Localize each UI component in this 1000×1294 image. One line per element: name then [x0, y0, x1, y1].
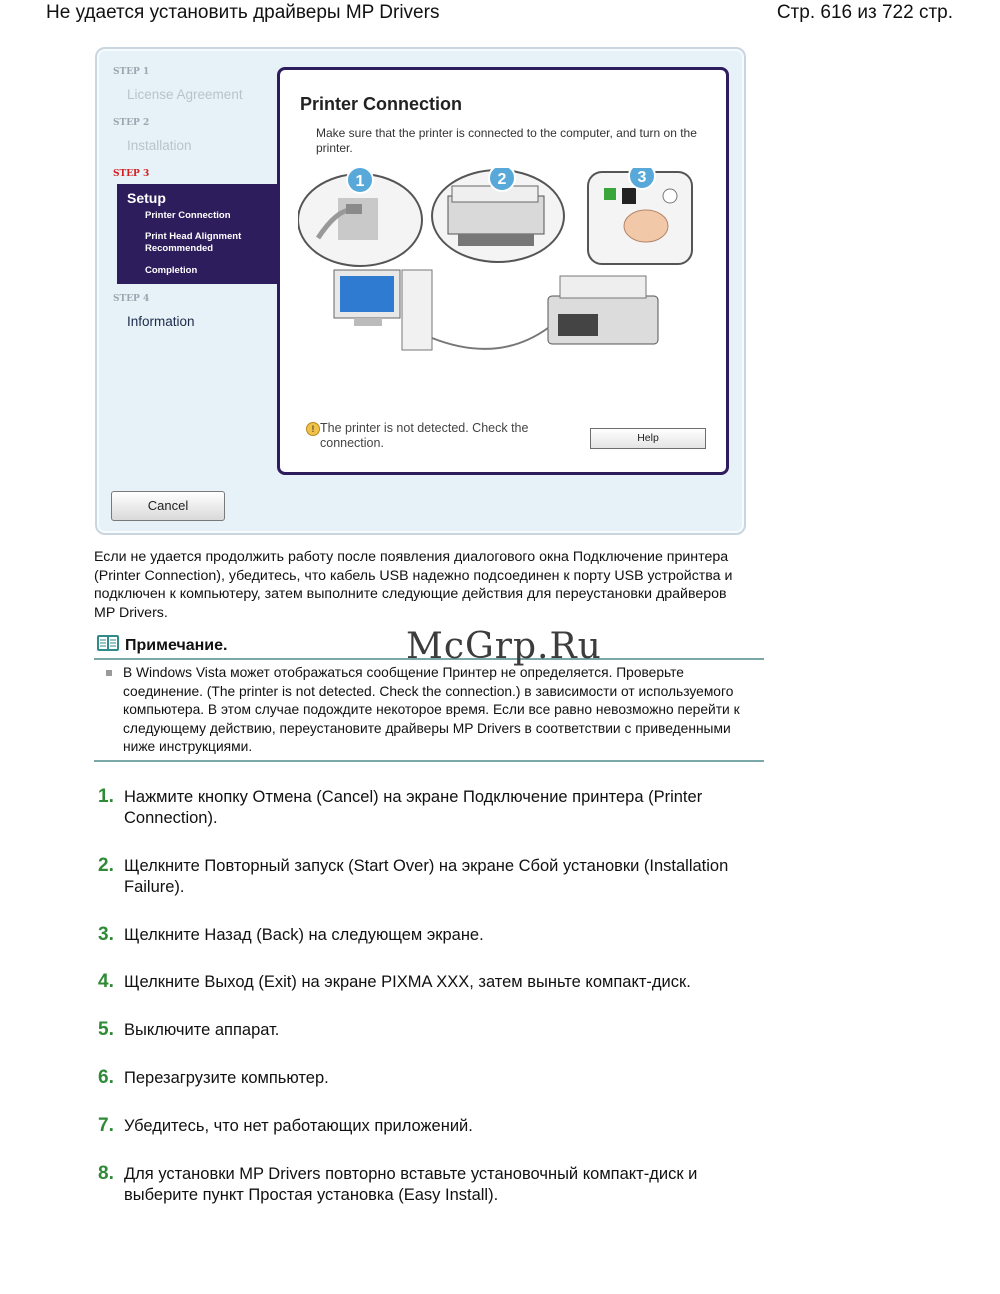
- watermark: McGrp.Ru: [406, 626, 602, 667]
- step-number: 4.: [98, 971, 114, 992]
- step-2-label: Installation: [127, 138, 192, 153]
- setup-title: Setup: [127, 190, 166, 206]
- callout-2-text: 2: [497, 171, 507, 188]
- printer-connection-dialog-screenshot: [95, 47, 746, 535]
- setup-item-completion: Completion: [145, 265, 198, 276]
- step-1-label: License Agreement: [127, 87, 243, 102]
- setup-item-printer-connection: Printer Connection: [145, 210, 231, 221]
- page-number: Стр. 616 из 722 стр.: [776, 2, 953, 23]
- note-body: [94, 664, 764, 762]
- step-number: 8.: [98, 1163, 114, 1184]
- callout-1: [347, 168, 373, 193]
- callout-1-text: 1: [355, 173, 365, 190]
- callout-2: [489, 168, 515, 191]
- step-text: Щелкните Выход (Exit) на экране PIXMA XXX, затем выньте компакт-диск.: [124, 973, 691, 991]
- callout-3: [629, 168, 655, 189]
- step-number: 7.: [98, 1115, 114, 1136]
- bullet-icon: [106, 670, 112, 676]
- step-text: Перезагрузите компьютер.: [124, 1069, 329, 1087]
- callout-3-text: 3: [637, 169, 647, 186]
- intro-paragraph: Если не удается продолжить работу после появления диалогового окна Подключение принтера (Printer Connection), убедитесь, что кабель USB надежно подсоединен к порту USB устройства и подключен к компьютеру, затем выполните следующие действия для переустановки драйверов MP Drivers.: [94, 549, 733, 621]
- step-4-tag: STEP 4: [113, 294, 150, 304]
- step-2-tag: STEP 2: [113, 118, 150, 128]
- step-text: Нажмите кнопку Отмена (Cancel) на экране Подключение принтера (Printer Connection).: [124, 788, 703, 827]
- note-text: В Windows Vista может отображаться сообщение Принтер не определяется. Проверьте соединение. (The printer is not detected. Check the connection.) в зависимости от используемого компьютера. В этом случае подождите некоторое время. Если все равно невозможно перейти к следующему действию, переустановите драйверы MP Drivers в соответствии с приведенными ниже инструкциями.: [123, 665, 740, 754]
- note-title: Примечание.: [125, 637, 228, 654]
- step-text: Выключите аппарат.: [124, 1021, 280, 1039]
- step-number: 3.: [98, 924, 114, 945]
- connection-illustration: [298, 168, 718, 364]
- cancel-button[interactable]: Cancel: [111, 491, 225, 521]
- step-1-tag: STEP 1: [113, 67, 150, 77]
- step-3-tag: STEP 3: [113, 169, 150, 179]
- printer-connection-panel: [277, 67, 729, 475]
- current-step-setup: [117, 184, 279, 284]
- panel-instructions: Make sure that the printer is connected to the computer, and turn on the printer.: [316, 126, 697, 155]
- step-number: 1.: [98, 786, 114, 807]
- step-4-label: Information: [127, 314, 195, 329]
- step-number: 2.: [98, 855, 114, 876]
- step-number: 5.: [98, 1019, 114, 1040]
- page-header-title: Не удается установить драйверы MP Drivers: [46, 2, 440, 23]
- setup-steps-sidebar: [97, 49, 277, 533]
- step-number: 6.: [98, 1067, 114, 1088]
- step-text: Щелкните Назад (Back) на следующем экране.: [124, 926, 484, 944]
- step-text: Убедитесь, что нет работающих приложений.: [124, 1117, 473, 1135]
- help-button[interactable]: Help: [590, 428, 706, 449]
- printer-not-detected-message: The printer is not detected. Check the connection.: [320, 421, 529, 450]
- open-book-icon: [96, 634, 120, 652]
- step-text: Для установки MP Drivers повторно вставьте установочный компакт-диск и выберите пункт Простая установка (Easy Install).: [124, 1165, 698, 1204]
- warning-icon: !: [306, 422, 320, 436]
- setup-item-print-head-alignment: Print Head Alignment Recommended: [145, 231, 242, 254]
- step-text: Щелкните Повторный запуск (Start Over) на экране Сбой установки (Installation Failure).: [124, 857, 729, 896]
- panel-title: Printer Connection: [300, 94, 463, 114]
